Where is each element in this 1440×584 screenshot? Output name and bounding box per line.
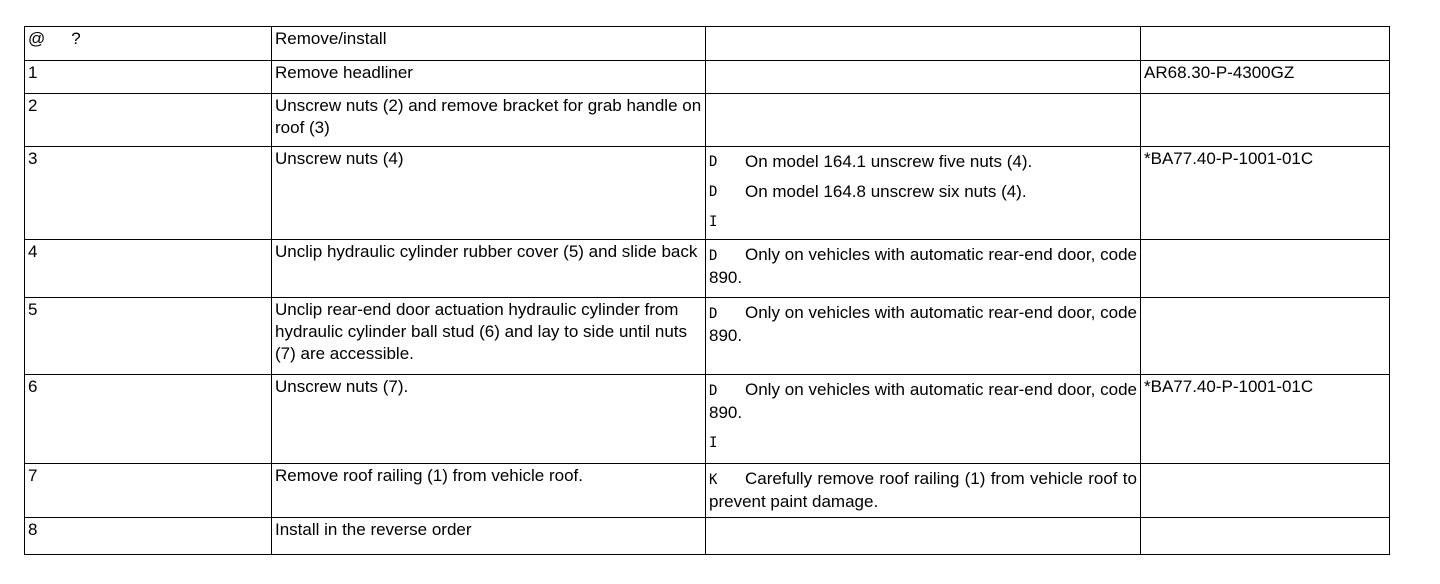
note-text: Carefully remove roof railing (1) from vehicle roof to prevent paint damage.: [709, 469, 1137, 511]
table-row: [25, 61, 1390, 94]
header-symbols-cell: [25, 27, 272, 61]
note-text: On model 164.8 unscrew six nuts (4).: [745, 182, 1027, 201]
header-row: [25, 27, 1390, 61]
note-item: [709, 211, 1137, 233]
step-notes: [706, 240, 1141, 298]
note-symbol: D: [709, 248, 718, 264]
table-row: [25, 298, 1390, 375]
step-action: Install in the reverse order: [272, 518, 706, 555]
step-number: 2: [25, 94, 272, 147]
step-notes: [706, 94, 1141, 147]
step-notes: [706, 147, 1141, 240]
table-row: [25, 94, 1390, 147]
step-action: Unscrew nuts (2) and remove bracket for grab handle on roof (3): [272, 94, 706, 147]
note-text: Only on vehicles with automatic rear-end door, code 890.: [709, 245, 1137, 287]
step-action: Remove roof railing (1) from vehicle roof.: [272, 464, 706, 518]
note-symbol: I: [709, 435, 718, 451]
header-symbol-at: @: [28, 29, 46, 48]
step-number: 1: [25, 61, 272, 94]
table-row: [25, 518, 1390, 555]
note-symbol: D: [709, 154, 718, 170]
step-action: Unscrew nuts (7).: [272, 375, 706, 464]
note-text: Only on vehicles with automatic rear-end door, code 890.: [709, 303, 1137, 345]
step-notes: [706, 61, 1141, 94]
step-number: 6: [25, 375, 272, 464]
header-symbol-question: ?: [71, 29, 81, 48]
procedure-table: [24, 26, 1390, 555]
note-symbol: D: [709, 306, 718, 322]
note-text: [745, 432, 1137, 454]
note-item: [709, 244, 1137, 289]
step-reference: [1141, 298, 1390, 375]
step-reference: AR68.30-P-4300GZ: [1141, 61, 1390, 94]
step-reference: [1141, 464, 1390, 518]
step-action: Remove headliner: [272, 61, 706, 94]
header-title: Remove/install: [272, 27, 706, 61]
step-notes: [706, 298, 1141, 375]
step-number: 7: [25, 464, 272, 518]
step-reference: [1141, 518, 1390, 555]
note-text: [745, 211, 1137, 233]
note-item: [709, 432, 1137, 454]
step-notes: [706, 518, 1141, 555]
note-item: [709, 468, 1137, 513]
note-item: [709, 302, 1137, 347]
step-number: 3: [25, 147, 272, 240]
step-reference: [1141, 240, 1390, 298]
step-reference: *BA77.40-P-1001-01C: [1141, 147, 1390, 240]
note-text: Only on vehicles with automatic rear-end door, code 890.: [709, 380, 1137, 422]
step-notes: [706, 375, 1141, 464]
step-reference: [1141, 94, 1390, 147]
note-symbol: D: [709, 383, 718, 399]
note-symbol: K: [709, 472, 718, 488]
header-col3: [706, 27, 1141, 61]
table-row: [25, 464, 1390, 518]
note-item: [709, 181, 1137, 203]
note-symbol: D: [709, 184, 718, 200]
table-row: [25, 375, 1390, 464]
note-symbol: I: [709, 214, 718, 230]
step-reference: *BA77.40-P-1001-01C: [1141, 375, 1390, 464]
step-notes: [706, 464, 1141, 518]
step-action: Unclip rear-end door actuation hydraulic cylinder from hydraulic cylinder ball stud (6) and lay to side until nuts (7) are accessible.: [272, 298, 706, 375]
step-action: Unscrew nuts (4): [272, 147, 706, 240]
step-number: 8: [25, 518, 272, 555]
header-col4: [1141, 27, 1390, 61]
step-action: Unclip hydraulic cylinder rubber cover (5) and slide back: [272, 240, 706, 298]
note-item: [709, 151, 1137, 173]
table-row: [25, 147, 1390, 240]
note-text: On model 164.1 unscrew five nuts (4).: [745, 152, 1033, 171]
note-item: [709, 379, 1137, 424]
step-number: 4: [25, 240, 272, 298]
step-number: 5: [25, 298, 272, 375]
table-row: [25, 240, 1390, 298]
